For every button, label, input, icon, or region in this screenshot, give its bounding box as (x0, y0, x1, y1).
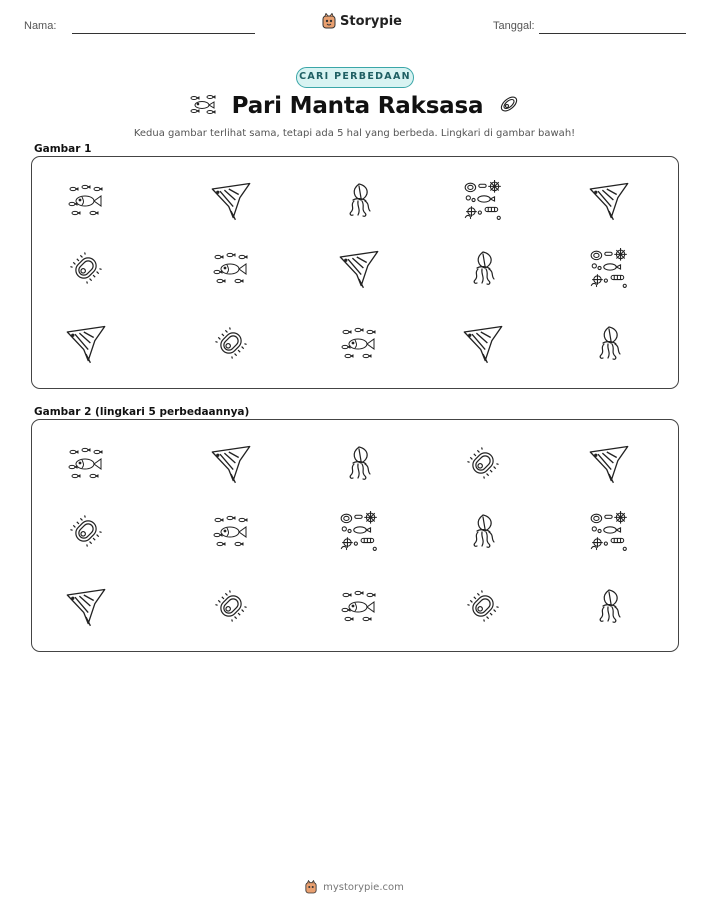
picture-2-bacterium-icon[interactable] (463, 586, 503, 626)
worksheet-type-badge: CARI PERBEDAAN (296, 67, 414, 88)
picture-2-jellyfish-icon[interactable] (339, 443, 379, 483)
picture-1-manta-ray-icon[interactable] (461, 321, 505, 365)
picture-1-manta-ray-icon[interactable] (209, 178, 253, 222)
picture-2-jellyfish-icon[interactable] (589, 586, 629, 626)
title-row (0, 92, 709, 120)
footer-url: mystorypie.com (323, 881, 404, 893)
picture-1-label: Gambar 1 (34, 143, 92, 155)
picture-2-bacterium-icon[interactable] (66, 511, 106, 551)
page-title: Pari Manta Raksasa (231, 93, 484, 119)
instruction-text: Kedua gambar terlihat sama, tetapi ada 5 hal yang berbeda. Lingkari di gambar bawah! (133, 128, 576, 139)
picture-2-fish-school-icon[interactable] (211, 511, 251, 551)
date-label: Tanggal: (493, 20, 535, 32)
mascot-icon (322, 13, 336, 29)
picture-1-jellyfish-icon[interactable] (463, 248, 503, 288)
footer (0, 880, 709, 894)
picture-2-bacterium-icon[interactable] (211, 586, 251, 626)
picture-1-fish-school-icon[interactable] (66, 180, 106, 220)
picture-1-plankton-icon[interactable] (462, 179, 504, 221)
picture-2-label: Gambar 2 (lingkari 5 perbedaannya) (34, 406, 250, 418)
picture-2-plankton-icon[interactable] (338, 510, 380, 552)
picture-1-bacterium-icon[interactable] (66, 248, 106, 288)
picture-2-manta-ray-icon[interactable] (587, 441, 631, 485)
picture-1-plankton-icon[interactable] (588, 247, 630, 289)
picture-1-fish-school-icon[interactable] (339, 323, 379, 363)
picture-1-manta-ray-icon[interactable] (587, 178, 631, 222)
picture-2-fish-school-icon[interactable] (339, 586, 379, 626)
picture-2-fish-school-icon[interactable] (66, 443, 106, 483)
picture-1-manta-ray-icon[interactable] (337, 246, 381, 290)
footer-mascot-icon (305, 880, 317, 894)
name-label: Nama: (24, 20, 57, 32)
picture-1-manta-ray-icon[interactable] (64, 321, 108, 365)
picture-2-jellyfish-icon[interactable] (463, 511, 503, 551)
picture-2-manta-ray-icon[interactable] (209, 441, 253, 485)
date-input-line[interactable] (539, 33, 686, 34)
picture-1-panel[interactable] (31, 156, 679, 389)
title-fish-icon (188, 93, 218, 119)
picture-2-manta-ray-icon[interactable] (64, 584, 108, 628)
picture-1-jellyfish-icon[interactable] (589, 323, 629, 363)
picture-1-bacterium-icon[interactable] (211, 323, 251, 363)
picture-1-fish-school-icon[interactable] (211, 248, 251, 288)
brand-logo (322, 13, 402, 29)
title-bacterium-icon (497, 92, 521, 120)
picture-2-plankton-icon[interactable] (588, 510, 630, 552)
picture-1-jellyfish-icon[interactable] (339, 180, 379, 220)
picture-2-panel[interactable] (31, 419, 679, 652)
name-input-line[interactable] (72, 33, 255, 34)
picture-2-bacterium-icon[interactable] (463, 443, 503, 483)
brand-name: Storypie (340, 13, 402, 29)
